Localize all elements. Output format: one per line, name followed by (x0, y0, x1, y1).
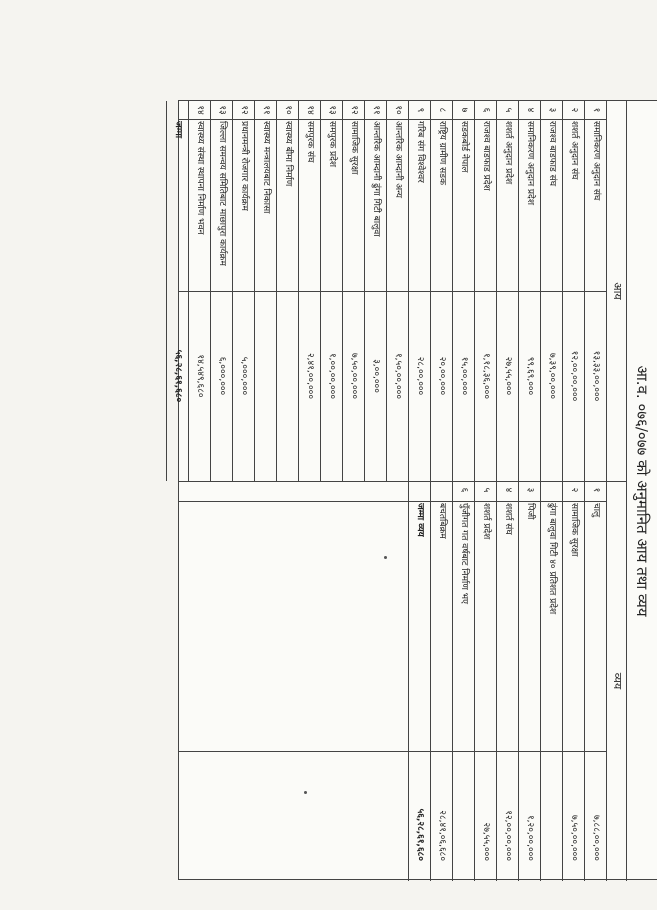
expense-total-row (408, 481, 431, 881)
serial-number: ६ (459, 487, 469, 493)
income-amount: १३,३३,००,००० (591, 350, 601, 402)
expense-row (540, 481, 563, 881)
expense-row (430, 481, 453, 881)
income-row (320, 101, 343, 481)
income-amount: ६,०००,००० (217, 356, 227, 396)
income-amount: १२,००,००,००० (569, 350, 579, 402)
expense-amount: ७,५०,००,००० (569, 814, 579, 861)
income-amount: १,५०,००,००० (393, 352, 403, 400)
scan-speck (384, 556, 387, 559)
income-amount: ३,००,००० (371, 359, 381, 393)
income-amount: १४,५४९,६८० (195, 354, 205, 398)
income-row (276, 101, 299, 481)
serial-number: ३ (547, 107, 557, 113)
serial-number: ९ (415, 107, 425, 113)
income-label: शशर्त अनुदान संघ (569, 121, 579, 180)
income-amount: २,४१,००,००० (305, 352, 315, 400)
income-row (430, 101, 453, 481)
income-row (584, 101, 607, 481)
income-label: स्वास्थ्य बीमा निर्माण (283, 121, 293, 187)
income-amount: १,००,००,००० (327, 352, 337, 400)
expense-label: पिजी (525, 503, 535, 520)
income-amount: १,१८,३६,००० (481, 352, 491, 400)
income-row (496, 101, 519, 481)
income-label: गरिब संग विश्वेश्वर (415, 121, 425, 183)
income-label: आन्तरिक आम्दानी अन्य (393, 121, 403, 199)
expense-label: सामाजिक सुरक्षा (569, 503, 579, 557)
expense-row (562, 481, 585, 881)
serial-number: २ (569, 487, 579, 493)
serial-number: १ (591, 487, 601, 493)
income-total-row (166, 101, 189, 481)
income-header: आय (606, 101, 627, 482)
serial-number: १४ (195, 105, 205, 115)
page-title: आ.व. ०७६/०७७ को अनुमानित आय तथा व्यय (626, 101, 657, 881)
serial-number: ११ (261, 105, 271, 115)
expense-row (496, 481, 519, 881)
income-label: राष्ट्रिय ग्रामीण सडक (437, 121, 447, 185)
serial-number: १ (591, 107, 601, 113)
income-row (364, 101, 387, 481)
income-row (562, 101, 585, 481)
income-label: आन्तरिक आम्दानी ढुंगा गिटी बालुवा (371, 121, 381, 237)
scan-speck (304, 791, 307, 794)
serial-number: ३ (525, 487, 535, 493)
serial-number: १२ (349, 105, 359, 115)
income-label: शशर्त अनुदान प्रदेश (503, 121, 513, 185)
serial-number: १० (393, 105, 403, 115)
income-row (408, 101, 431, 481)
expense-amount: १२,००,००,००० (503, 810, 513, 861)
expense-amount: ७,८८,००,००० (591, 814, 601, 861)
income-row (342, 101, 365, 481)
expense-amount: १,२०,००,००० (525, 814, 535, 861)
income-label: स्वास्थ्य मन्त्रालयबाट निकासा (261, 121, 271, 214)
serial-number: १४ (305, 105, 315, 115)
expense-row (452, 481, 475, 881)
income-label: समपुरक संघ (305, 121, 315, 163)
income-label: सामाजिक सुरक्षा (349, 121, 359, 175)
expense-row (474, 481, 497, 881)
income-label: राजश्व बाडफाड संघ (547, 121, 557, 187)
serial-number: ५ (503, 107, 513, 113)
serial-number: ४ (525, 107, 535, 113)
expense-label: शशर्त संघ (503, 503, 513, 535)
income-row (210, 101, 233, 481)
rotated-scanned-page (173, 100, 657, 880)
serial-number: ६ (481, 107, 491, 113)
expense-amount: २७,५५,००० (481, 822, 491, 861)
income-amount: ९९,६९,००० (525, 356, 535, 396)
expense-total-amount: ५६,२८,६१,६८० (415, 808, 425, 861)
serial-number: १३ (327, 105, 337, 115)
income-label: समपुरक प्रदेश (327, 121, 337, 168)
expense-label: ढुंगा बालुवा गिटी ४० प्रतिशत प्रदेश (547, 503, 557, 615)
serial-number: ४ (503, 487, 513, 493)
expense-row (584, 481, 607, 881)
income-row (386, 101, 409, 481)
serial-number: १२ (239, 105, 249, 115)
income-amount: १५,००,००० (459, 356, 469, 396)
serial-number: १० (283, 105, 293, 115)
income-label: जिल्ला समन्वय समितिबाट माछापुरा कार्यक्रम (217, 121, 227, 266)
income-amount: ७,३९,००,००० (547, 352, 557, 400)
income-label: समानिकरण अनुदान प्रदेश (525, 121, 535, 205)
income-row (254, 101, 277, 481)
income-row (232, 101, 255, 481)
income-label: स्वास्थ्य संस्था स्थापना निर्माण भवन (195, 121, 205, 235)
income-row (518, 101, 541, 481)
income-row (452, 101, 475, 481)
income-total-label: जम्मा (173, 121, 183, 139)
income-total-amount: ५६,२८,६१,६८० (173, 349, 183, 403)
expense-label: शशर्त प्रदेश (481, 503, 491, 540)
expense-total-label: जम्मा व्यय (415, 503, 425, 537)
serial-number: ७ (459, 107, 469, 113)
income-label: समानिकरण अनुदान संघ (591, 121, 601, 201)
serial-number: १३ (217, 105, 227, 115)
expense-label: पुँजीगत गत वर्षबाट निर्माण भए (459, 503, 469, 605)
income-amount: ७,५०,००,००० (349, 352, 359, 400)
expense-label: चालु (591, 503, 601, 518)
serial-number: २ (569, 107, 579, 113)
income-label: राजश्व बाडफाड प्रदेश (481, 121, 491, 191)
expense-label: बचतबिक्रम (437, 503, 447, 539)
income-amount: २७,५५,००० (503, 356, 513, 396)
income-label: प्रधानमन्त्री रोजगार कार्यक्रम (239, 121, 249, 211)
income-row (188, 101, 211, 481)
income-row (298, 101, 321, 481)
expense-header: व्यय (606, 481, 627, 881)
expense-amount: २८,४१,०६,६८० (437, 810, 447, 861)
income-amount: २०,००,००० (437, 356, 447, 396)
serial-number: ११ (371, 105, 381, 115)
income-row (474, 101, 497, 481)
income-row (540, 101, 563, 481)
serial-number: ५ (481, 487, 491, 493)
income-amount: ५,०००,००० (239, 356, 249, 396)
income-label: सडकबोर्ड नेपाल (459, 121, 469, 173)
expense-row (518, 481, 541, 881)
income-amount: २८,००,००० (415, 356, 425, 396)
serial-number: ८ (437, 107, 447, 113)
